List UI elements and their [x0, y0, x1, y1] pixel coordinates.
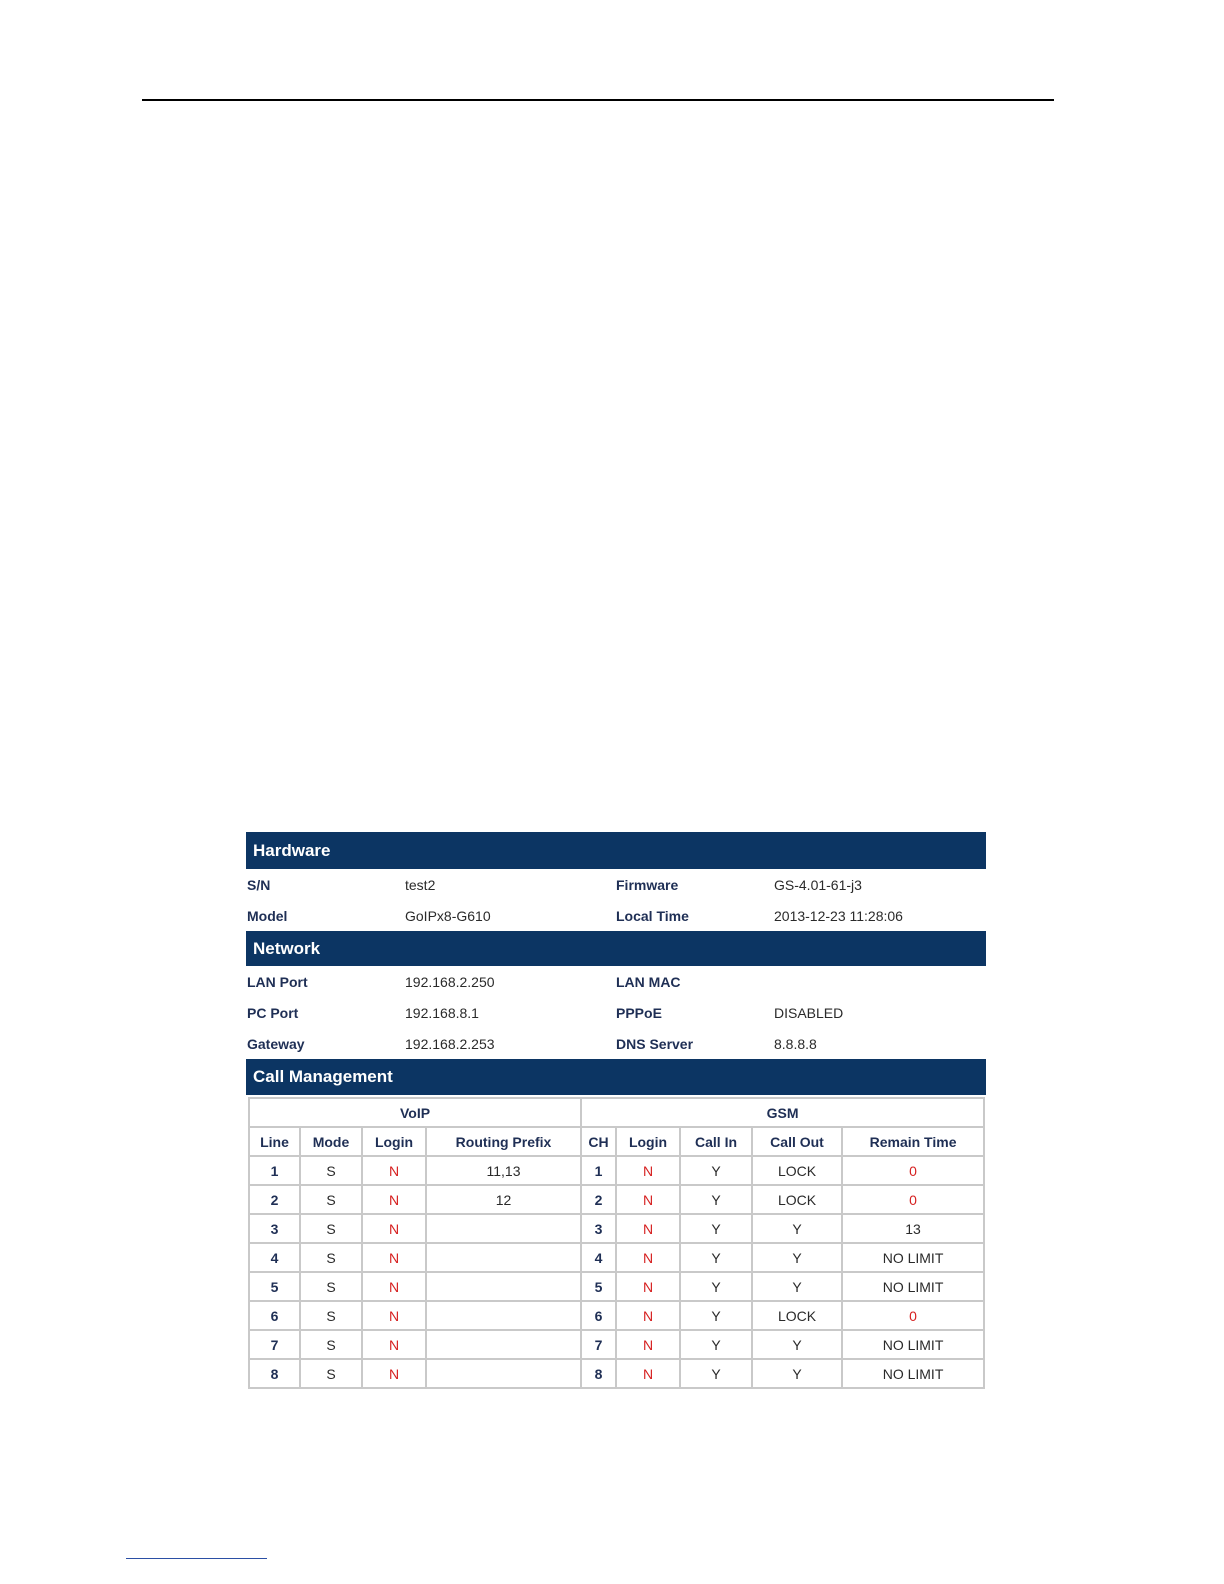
- remain-time-cell: 0: [842, 1156, 984, 1185]
- gsm-login-cell: N: [616, 1214, 680, 1243]
- table-row: [249, 1214, 984, 1243]
- routing-prefix-cell: [426, 1214, 581, 1243]
- gsm-group-header: GSM: [581, 1098, 984, 1127]
- table-row: [249, 1272, 984, 1301]
- col-header: Call In: [680, 1127, 752, 1156]
- local-time-value: 2013-12-23 11:28:06: [774, 908, 903, 924]
- line-cell: 7: [249, 1330, 300, 1359]
- remain-time-cell: NO LIMIT: [842, 1272, 984, 1301]
- ch-cell: 8: [581, 1359, 616, 1388]
- mode-cell: S: [300, 1156, 362, 1185]
- call-out-cell: LOCK: [752, 1156, 842, 1185]
- hardware-title: Hardware: [253, 840, 331, 860]
- routing-prefix-cell: [426, 1330, 581, 1359]
- voip-login-cell: N: [362, 1301, 426, 1330]
- call-out-cell: Y: [752, 1359, 842, 1388]
- call-in-cell: Y: [680, 1243, 752, 1272]
- routing-prefix-cell: [426, 1272, 581, 1301]
- call-management-header: [246, 1059, 986, 1095]
- line-cell: 4: [249, 1243, 300, 1272]
- call-table-wrap: [246, 1095, 986, 1391]
- call-out-cell: LOCK: [752, 1301, 842, 1330]
- mode-cell: S: [300, 1359, 362, 1388]
- call-in-cell: Y: [680, 1359, 752, 1388]
- voip-login-cell: N: [362, 1272, 426, 1301]
- table-row: [249, 1156, 984, 1185]
- voip-login-cell: N: [362, 1359, 426, 1388]
- gsm-login-cell: N: [616, 1272, 680, 1301]
- call-out-cell: Y: [752, 1214, 842, 1243]
- voip-group-header: VoIP: [249, 1098, 581, 1127]
- gsm-login-cell: N: [616, 1301, 680, 1330]
- routing-prefix-cell: [426, 1243, 581, 1272]
- network-row-gateway: [246, 1028, 986, 1059]
- group-header-row: [249, 1098, 984, 1127]
- dns-server-value: 8.8.8.8: [774, 1036, 817, 1052]
- routing-prefix-cell: [426, 1359, 581, 1388]
- mode-cell: S: [300, 1214, 362, 1243]
- call-in-cell: Y: [680, 1214, 752, 1243]
- col-header: Call Out: [752, 1127, 842, 1156]
- line-cell: 1: [249, 1156, 300, 1185]
- table-row: [249, 1243, 984, 1272]
- voip-login-cell: N: [362, 1330, 426, 1359]
- ch-cell: 5: [581, 1272, 616, 1301]
- model-value: GoIPx8-G610: [405, 908, 491, 924]
- mode-cell: S: [300, 1185, 362, 1214]
- table-row: [249, 1301, 984, 1330]
- hardware-info: [246, 869, 986, 931]
- sn-value: test2: [405, 877, 436, 893]
- line-cell: 8: [249, 1359, 300, 1388]
- sn-label: S/N: [247, 877, 271, 893]
- routing-prefix-cell: 12: [426, 1185, 581, 1214]
- remain-time-cell: NO LIMIT: [842, 1359, 984, 1388]
- mode-cell: S: [300, 1272, 362, 1301]
- dns-server-label: DNS Server: [616, 1036, 694, 1052]
- call-table: [248, 1097, 985, 1389]
- table-row: [249, 1359, 984, 1388]
- remain-time-cell: NO LIMIT: [842, 1330, 984, 1359]
- line-cell: 6: [249, 1301, 300, 1330]
- gateway-label: Gateway: [247, 1036, 305, 1052]
- voip-login-cell: N: [362, 1243, 426, 1272]
- gateway-value: 192.168.2.253: [405, 1036, 495, 1052]
- lan-mac-label: LAN MAC: [616, 974, 681, 990]
- col-header: Line: [249, 1127, 300, 1156]
- ch-cell: 7: [581, 1330, 616, 1359]
- col-header: Routing Prefix: [426, 1127, 581, 1156]
- table-row: [249, 1185, 984, 1214]
- line-cell: 3: [249, 1214, 300, 1243]
- status-panel: [246, 832, 986, 1408]
- call-management-title: Call Management: [253, 1067, 393, 1086]
- mode-cell: S: [300, 1243, 362, 1272]
- pc-port-label: PC Port: [247, 1005, 299, 1021]
- gsm-login-cell: N: [616, 1359, 680, 1388]
- line-cell: 5: [249, 1272, 300, 1301]
- firmware-label: Firmware: [616, 877, 679, 893]
- gsm-login-cell: N: [616, 1330, 680, 1359]
- mode-cell: S: [300, 1301, 362, 1330]
- header-rule: [142, 99, 1054, 101]
- gsm-login-cell: N: [616, 1156, 680, 1185]
- firmware-value: GS-4.01-61-j3: [774, 877, 862, 893]
- voip-login-cell: N: [362, 1156, 426, 1185]
- call-in-cell: Y: [680, 1185, 752, 1214]
- column-header-row: [249, 1127, 984, 1156]
- hardware-row-sn: [246, 869, 986, 900]
- pppoe-value: DISABLED: [774, 1005, 844, 1021]
- ch-cell: 2: [581, 1185, 616, 1214]
- gsm-login-cell: N: [616, 1185, 680, 1214]
- call-out-cell: Y: [752, 1243, 842, 1272]
- remain-time-cell: 0: [842, 1301, 984, 1330]
- call-out-cell: Y: [752, 1272, 842, 1301]
- table-row: [249, 1330, 984, 1359]
- call-out-cell: Y: [752, 1330, 842, 1359]
- hardware-row-model: [246, 900, 986, 931]
- network-header: [246, 931, 986, 966]
- col-header: CH: [581, 1127, 616, 1156]
- lan-port-value: 192.168.2.250: [405, 974, 495, 990]
- network-row-pc: [246, 997, 986, 1028]
- model-label: Model: [247, 908, 288, 924]
- call-in-cell: Y: [680, 1301, 752, 1330]
- remain-time-cell: 13: [842, 1214, 984, 1243]
- gsm-login-cell: N: [616, 1243, 680, 1272]
- remain-time-cell: NO LIMIT: [842, 1243, 984, 1272]
- lan-port-label: LAN Port: [247, 974, 308, 990]
- routing-prefix-cell: [426, 1301, 581, 1330]
- col-header: Mode: [300, 1127, 362, 1156]
- voip-login-cell: N: [362, 1185, 426, 1214]
- routing-prefix-cell: 11,13: [426, 1156, 581, 1185]
- ch-cell: 6: [581, 1301, 616, 1330]
- call-in-cell: Y: [680, 1156, 752, 1185]
- col-header: Login: [362, 1127, 426, 1156]
- col-header: Remain Time: [842, 1127, 984, 1156]
- ch-cell: 3: [581, 1214, 616, 1243]
- pppoe-label: PPPoE: [616, 1005, 662, 1021]
- col-header: Login: [616, 1127, 680, 1156]
- mode-cell: S: [300, 1330, 362, 1359]
- remain-time-cell: 0: [842, 1185, 984, 1214]
- hardware-header: [246, 832, 986, 869]
- ch-cell: 1: [581, 1156, 616, 1185]
- network-row-lan: [246, 966, 986, 997]
- line-cell: 2: [249, 1185, 300, 1214]
- footnote-rule: [126, 1558, 267, 1559]
- pc-port-value: 192.168.8.1: [405, 1005, 479, 1021]
- call-in-cell: Y: [680, 1272, 752, 1301]
- local-time-label: Local Time: [616, 908, 689, 924]
- network-info: [246, 966, 986, 1059]
- call-in-cell: Y: [680, 1330, 752, 1359]
- call-out-cell: LOCK: [752, 1185, 842, 1214]
- ch-cell: 4: [581, 1243, 616, 1272]
- network-title: Network: [253, 938, 321, 958]
- voip-login-cell: N: [362, 1214, 426, 1243]
